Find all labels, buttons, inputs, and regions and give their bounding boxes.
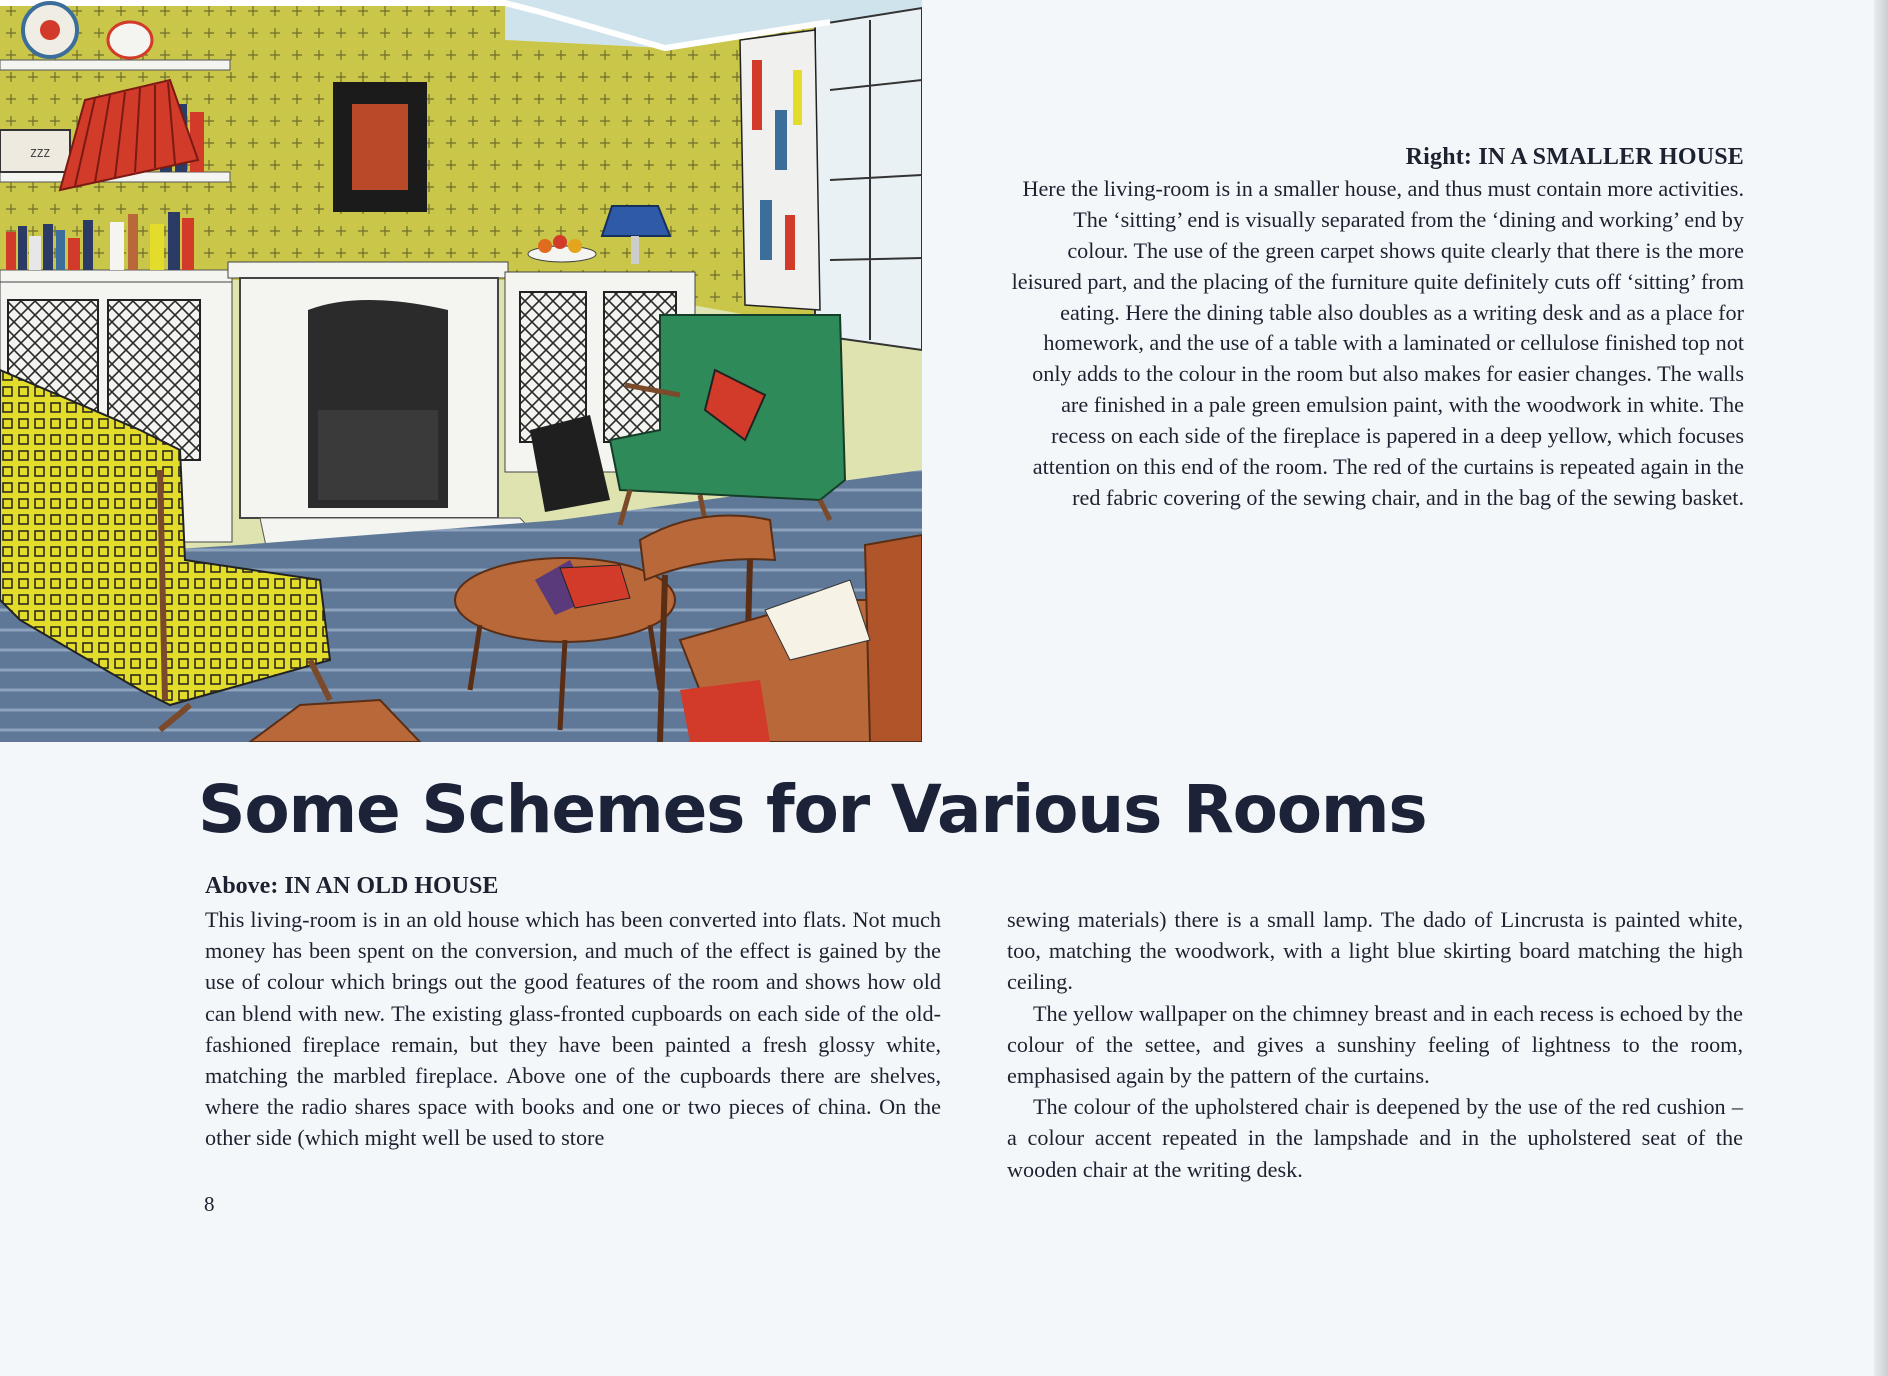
continued-paragraph-1: sewing materials) there is a small lamp. The dado of Lincrusta is painted white, too, matching the woodwork, with a light blue skirting board matching the high ceiling. bbox=[1007, 907, 1743, 995]
left-caption-heading: Above: IN AN OLD HOUSE bbox=[205, 873, 499, 899]
radio-label: ZZZ bbox=[30, 147, 50, 160]
living-room-illustration bbox=[0, 0, 922, 742]
right-caption-heading: Right: IN A SMALLER HOUSE bbox=[1405, 144, 1744, 170]
lampshade-blue bbox=[602, 206, 670, 236]
wall-recess bbox=[505, 40, 665, 275]
right-caption-text: Here the living-room is in a smaller house, and thus must contain more activities. The ‘sitting’ end is visually separated from the ‘dining and working’ end by colour. The use of the green carpet shows quite clearly that there is the more leisured part, and the placing of the furniture quite definitely cuts off ‘sitting’ from eating. Here the dining table also doubles as a writing desk and as a place for homework, and the use of a table with a laminated or cellulose finished top not only adds to the colour in the room but also makes for easier changes. The walls are finished in a pale green emulsion paint, with the woodwork in white. The recess on each side of the fireplace is papered in a deep yellow, which focuses attention on this end of the room. The red of the curtains is repeated again in the red fabric covering of the sewing chair, and in the bag of the sewing basket. bbox=[1011, 175, 1744, 510]
teapot bbox=[108, 22, 152, 58]
left-caption-text: This living-room is in an old house which has been converted into flats. Not much money has been spent on the conversion, and much of the effect is gained by the use of colour which brings out the good features of the room and shows how old can blend with new. The existing glass-fronted cupboards on each side of the old-fashioned fireplace remain, but they have been painted a fresh glossy white, matching the marbled fireplace. Above one of the cupboards there are shelves, where the radio shares space with books and one or two pieces of china. On the other side (which might well be used to store bbox=[205, 907, 941, 1151]
page-edge bbox=[1874, 0, 1888, 1376]
continued-paragraph-3: The colour of the upholstered chair is deepened by the use of the red cushion – a colour accent repeated in the lampshade and in the upholstered seat of the wooden chair at the writing desk. bbox=[1007, 1094, 1743, 1182]
left-column bbox=[205, 870, 941, 1154]
continued-paragraph-2: The yellow wallpaper on the chimney breast and in each recess is echoed by the colour of the settee, and gives a sunshiny feeling of lightness to the room, emphasised again by the pattern of the curtains. bbox=[1007, 1000, 1743, 1089]
right-column bbox=[1007, 904, 1743, 1185]
page-number: 8 bbox=[204, 1192, 215, 1216]
page-title: Some Schemes for Various Rooms bbox=[198, 771, 1427, 848]
right-caption bbox=[1010, 142, 1744, 514]
